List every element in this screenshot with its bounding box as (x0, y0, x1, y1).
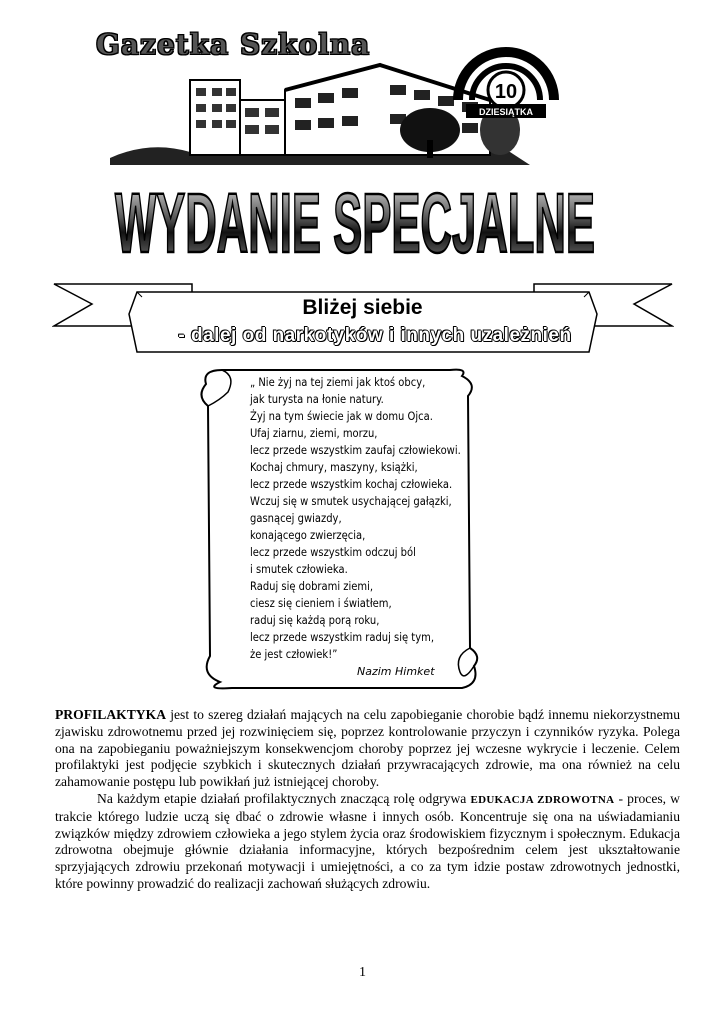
poem-line: lecz przede wszystkim kochaj człowieka. (250, 477, 453, 491)
poem-line: że jest człowiek!” (250, 647, 338, 661)
poem-line: raduj się każdą porą roku, (250, 613, 380, 627)
school-logo (452, 38, 560, 128)
paragraph-text: Na każdym etapie działań profilaktycznych znaczącą rolę odgrywa (97, 790, 471, 806)
poem-line: ciesz się cieniem i światłem, (250, 596, 392, 610)
special-edition-headline (110, 172, 600, 264)
term-edukacja-zdrowotna: EDUKACJA ZDROWOTNA (470, 793, 615, 806)
poem-line: Raduj się dobrami ziemi, (250, 579, 374, 593)
paragraph-text: jest to szereg działań mających na celu zapobieganie chorobie bądź innemu niekorzystnemu zjawisku zdrowotnemu przed jej rozwinięciem się, poprzez kontrolowanie przyczyn i czynników ryzyka. Polega ona na zapobieganiu poważniejszym konsekwencjom choroby poprzez jej wczesne wykrycie i leczenie. Celem profilaktyki jest podjęcie szybkich i skutecznych działań przywracających zdrowie, ma ona również na celu zahamowanie postępu lub powikłań już istniejącej choroby. (55, 707, 680, 790)
logo-text: DZIESIĄTKA (479, 107, 533, 117)
poem-line: konającego zwierzęcia, (250, 528, 366, 542)
poem-line: „ Nie żyj na tej ziemi jak ktoś obcy, (250, 375, 426, 389)
poem-line: lecz przede wszystkim odczuj ból (250, 545, 416, 559)
poem-line: Wczuj się w smutek usychającej gałązki, (250, 494, 452, 508)
term-profilaktyka: PROFILAKTYKA (55, 707, 167, 722)
paragraph-edukacja (55, 791, 680, 893)
masthead-title: Gazetka Szkolna (96, 28, 371, 61)
poem-line: Ufaj ziarnu, ziemi, morzu, (250, 426, 378, 440)
special-edition-text: WYDANIE SPECJALNE (115, 176, 595, 264)
poem-line: lecz przede wszystkim raduj się tym, (250, 630, 434, 644)
poem-line: Kochaj chmury, maszyny, książki, (250, 460, 418, 474)
article-title: Bliżej siebie (302, 296, 423, 319)
poem-line: lecz przede wszystkim zaufaj człowiekowi. (250, 443, 461, 457)
poem-text (250, 374, 461, 663)
poem-line: gasnącej gwiazdy, (250, 511, 342, 525)
paragraph-text: - proces, w trakcie którego ludzie uczą się dbać o zdrowie własne i innych osób. Koncentruje się ona na uświadamianiu związków między zdrowiem człowieka a jego stylem życia oraz środowiskiem fizycznym i społecznym. Edukacja zdrowotna obejmuje głównie działania informacyjne, których bezpośrednim celem jest ukształtowanie sprzyjających zdrowiu przekonań motywacji i umiejętności, a co za tym idzie postaw zdrowotnych jednostki, które powinny prowadzić do realizacji zachowań służących zdrowiu. (55, 790, 680, 891)
title-ribbon (52, 282, 674, 362)
paragraph-profilaktyka (55, 707, 680, 791)
article-body (55, 707, 680, 893)
poem-author: Nazim Himket (357, 665, 435, 678)
logo-number: 10 (494, 81, 518, 103)
poem-line: Żyj na tym świecie jak w domu Ojca. (250, 409, 433, 423)
article-subtitle: - dalej od narkotyków i innych uzależnień (178, 325, 572, 346)
poem-line: i smutek człowieka. (250, 562, 348, 576)
poem-line: jak turysta na łonie natury. (250, 392, 384, 406)
page-number: 1 (359, 965, 366, 980)
